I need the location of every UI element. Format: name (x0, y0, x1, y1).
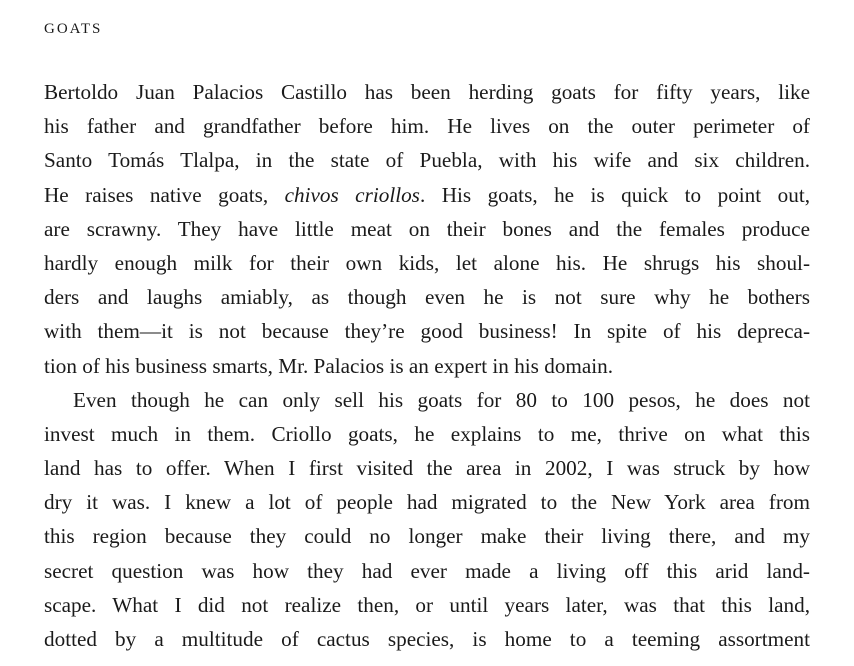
text-line: tion of his business smarts, Mr. Palacios is an expert in his domain. (44, 353, 614, 378)
text-line: ders and laughs amiably, as though even he is not sure why he bothers (44, 285, 810, 310)
text-line: scape. What I did not realize then, or until years later, was that this land, (44, 592, 810, 617)
text-line: with them—it is not because they’re good business! In spite of his depreca- (44, 319, 810, 344)
text-line: hardly enough milk for their own kids, let alone his. He shrugs his shoul- (44, 250, 810, 275)
text-line: invest much in them. Criollo goats, he explains to me, thrive on what this (44, 421, 810, 446)
text-segment: He raises native goats, (44, 182, 285, 207)
body-text (44, 75, 810, 656)
text-line: Even though he can only sell his goats for 80 to 100 pesos, he does not (73, 387, 810, 412)
text-line (44, 178, 810, 212)
text-line: secret question was how they had ever made a living off this arid land- (44, 558, 810, 583)
running-head: GOATS (44, 21, 103, 37)
text-line: are scrawny. They have little meat on their bones and the females produce (44, 216, 810, 241)
text-line: dry it was. I knew a lot of people had migrated to the New York area from (44, 490, 810, 515)
text-line: Bertoldo Juan Palacios Castillo has been herding goats for fifty years, like (44, 80, 810, 104)
text-line: his father and grandfather before him. He lives on the outer perimeter of (44, 114, 810, 139)
text-line: Santo Tomás Tlalpa, in the state of Puebla, with his wife and six children. (44, 148, 810, 173)
text-line: dotted by a multitude of cactus species, is home to a teeming assortment (44, 627, 810, 651)
italic-term: chivos criollos (284, 182, 420, 207)
text-line: land has to offer. When I first visited the area in 2002, I was struck by how (44, 456, 810, 481)
text-segment: . His goats, he is quick to point out, (419, 182, 810, 207)
text-line: this region because they could no longer make their living there, and my (44, 524, 810, 549)
